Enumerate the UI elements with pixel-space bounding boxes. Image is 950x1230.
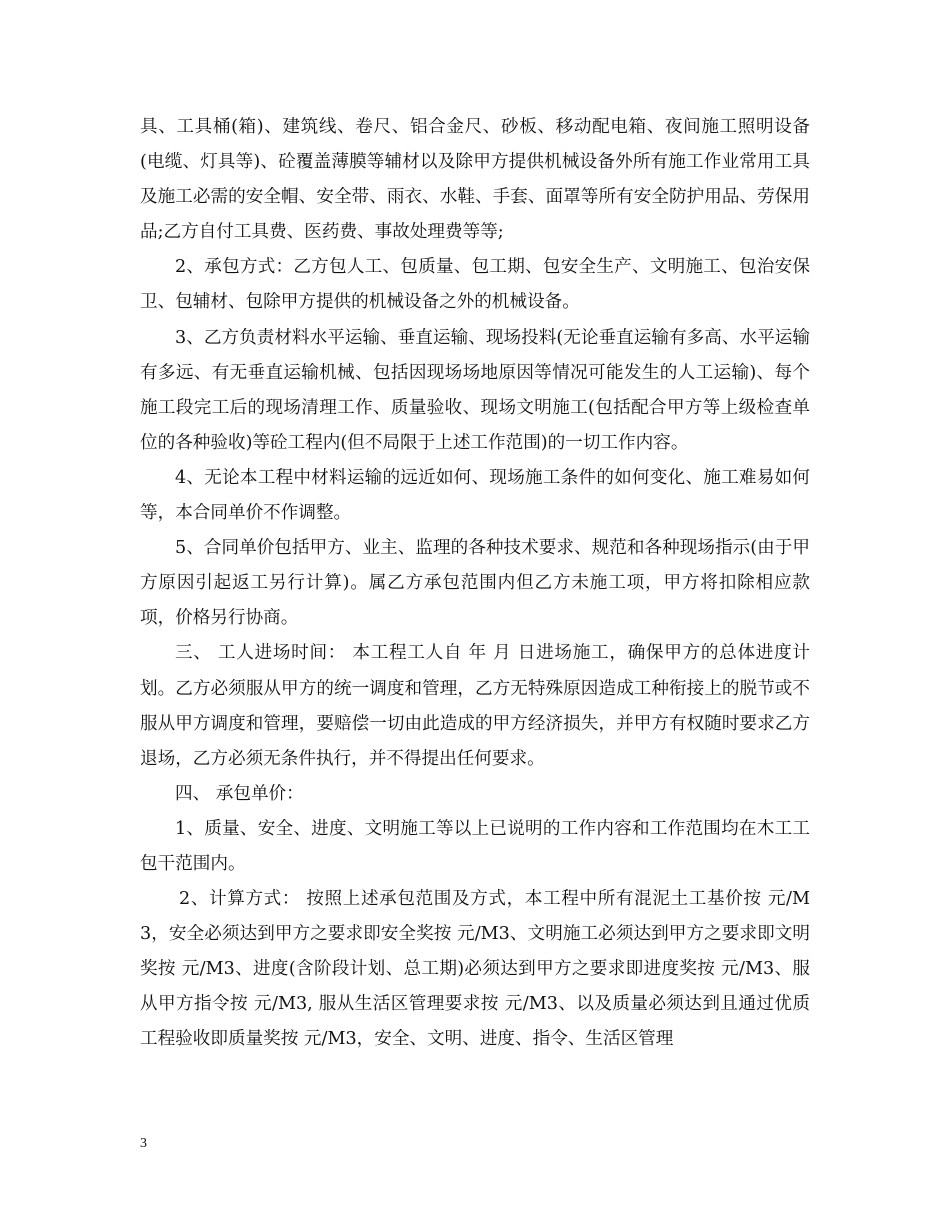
section-three-entry-time: 三、 工人进场时间： 本工程工人自 年 月 日进场施工，确保甲方的总体进度计划。乙方必须服从甲方的统一调度和管理，乙方无特殊原因造成工种衔接上的脱节或不服从甲方调度和管理，要赔偿一切由此造成的甲方经济损失，并甲方有权随时要求乙方退场，乙方必须无条件执行，并不得提出任何要求。	[140, 643, 810, 769]
paragraph-lump-sum-scope: 1、质量、安全、进度、文明施工等以上已说明的工作内容和工作范围均在木工工包干范围内。	[140, 818, 810, 874]
paragraph-calculation-method: 2、计算方式： 按照上述承包范围及方式，本工程中所有混泥土工基价按 元/M3，安全必须达到甲方之要求即安全奖按 元/M3、文明施工必须达到甲方之要求即文明奖按 元/M3、进度(含阶段计划、总工期)必须达到甲方之要求即进度奖按 元/M3、服从甲方指令按 元/M3, 服从生活区管理要求按 元/M3、以及质量必须达到且通过优质工程验收即质量奖按 元/M3，安全、文明、进度、指令、生活区管理	[140, 889, 810, 1050]
document-body	[140, 110, 810, 1058]
paragraph-transport-duties: 3、乙方负责材料水平运输、垂直运输、现场投料(无论垂直运输有多高、水平运输有多远、有无垂直运输机械、包括因现场场地原因等情况可能发生的人工运输)、每个施工段完工后的现场清理工作、质量验收、现场文明施工(包括配合甲方等上级检查单位的各种验收)等砼工程内(但不局限于上述工作范围)的一切工作内容。	[140, 327, 810, 453]
paragraph-unit-price-scope: 5、合同单价包括甲方、业主、监理的各种技术要求、规范和各种现场指示(由于甲方原因引起返工另行计算)。属乙方承包范围内但乙方未施工项，甲方将扣除相应款项，价格另行协商。	[140, 538, 810, 629]
paragraph-tools-list: 具、工具桶(箱)、建筑线、卷尺、铝合金尺、砂板、移动配电箱、夜间施工照明设备(电缆、灯具等)、砼覆盖薄膜等辅材以及除甲方提供机械设备外所有施工作业常用工具及施工必需的安全帽、安全带、雨衣、水鞋、手套、面罩等所有安全防护用品、劳保用品;乙方自付工具费、医药费、事故处理费等等;	[140, 117, 810, 243]
page-number: 3	[140, 1136, 147, 1151]
paragraph-contract-method: 2、承包方式：乙方包人工、包质量、包工期、包安全生产、文明施工、包治安保卫、包辅材、包除甲方提供的机械设备之外的机械设备。	[140, 257, 810, 313]
section-four-heading: 四、 承包单价：	[175, 783, 304, 804]
paragraph-price-fixed: 4、无论本工程中材料运输的远近如何、现场施工条件的如何变化、施工难易如何等，本合同单价不作调整。	[140, 467, 810, 524]
